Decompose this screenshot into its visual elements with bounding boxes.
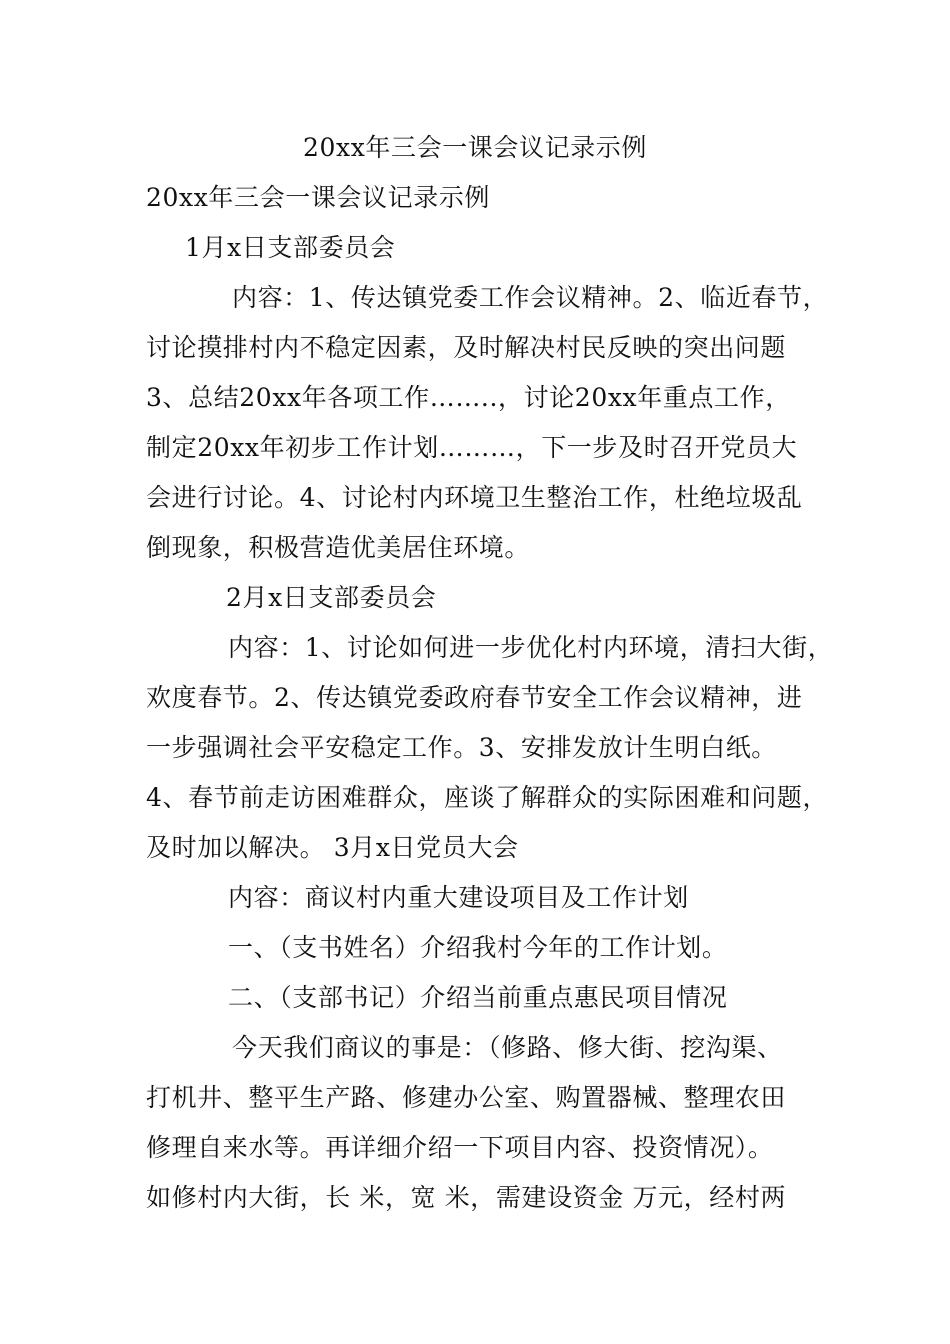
paragraph-line: 3、总结20xx年各项工作……..，讨论20xx年重点工作， [146,383,791,412]
paragraph-line: 一、（支书姓名）介绍我村今年的工作计划。 [228,933,728,962]
paragraph-line: 打机井、整平生产路、修建办公室、购置器械、整理农田 [146,1083,787,1112]
subtitle-line: 20xx年三会一课会议记录示例 [146,183,491,212]
document-title: 20xx年三会一课会议记录示例 [302,133,647,162]
section-heading-feb: 2月x日支部委员会 [226,583,437,612]
paragraph-line: 会进行讨论。4、讨论村内环境卫生整治工作，杜绝垃圾乱 [146,483,803,512]
paragraph-line: 欢度春节。2、传达镇党委政府春节安全工作会议精神，进 [146,683,803,712]
paragraph-line: 内容：商议村内重大建设项目及工作计划 [228,883,689,912]
paragraph-line: 一步强调社会平安稳定工作。3、安排发放计生明白纸。 [146,733,777,762]
paragraph-line: 制定20xx年初步工作计划………，下一步及时召开党员大 [146,433,798,462]
paragraph-line: 二、（支部书记）介绍当前重点惠民项目情况 [228,983,728,1012]
paragraph-line: 内容：1、讨论如何进一步优化村内环境，清扫大街， [228,633,834,662]
paragraph-line: 讨论摸排村内不稳定因素，及时解决村民反映的突出问题 [146,333,787,362]
paragraph-line: 4、春节前走访困难群众，座谈了解群众的实际困难和问题， [146,783,829,812]
paragraph-line: 修理自来水等。再详细介绍一下项目内容、投资情况）。 [146,1133,774,1162]
paragraph-line: 内容：1、传达镇党委工作会议精神。2、临近春节， [232,283,829,312]
section-heading-jan: 1月x日支部委员会 [185,233,396,262]
paragraph-line: 今天我们商议的事是：（修路、修大街、挖沟渠、 [232,1033,783,1062]
paragraph-line: 如修村内大街，长 米，宽 米，需建设资金 万元，经村两 [146,1183,787,1212]
paragraph-line: 及时加以解决。 3月x日党员大会 [146,833,519,862]
paragraph-line: 倒现象，积极营造优美居住环境。 [146,533,531,562]
